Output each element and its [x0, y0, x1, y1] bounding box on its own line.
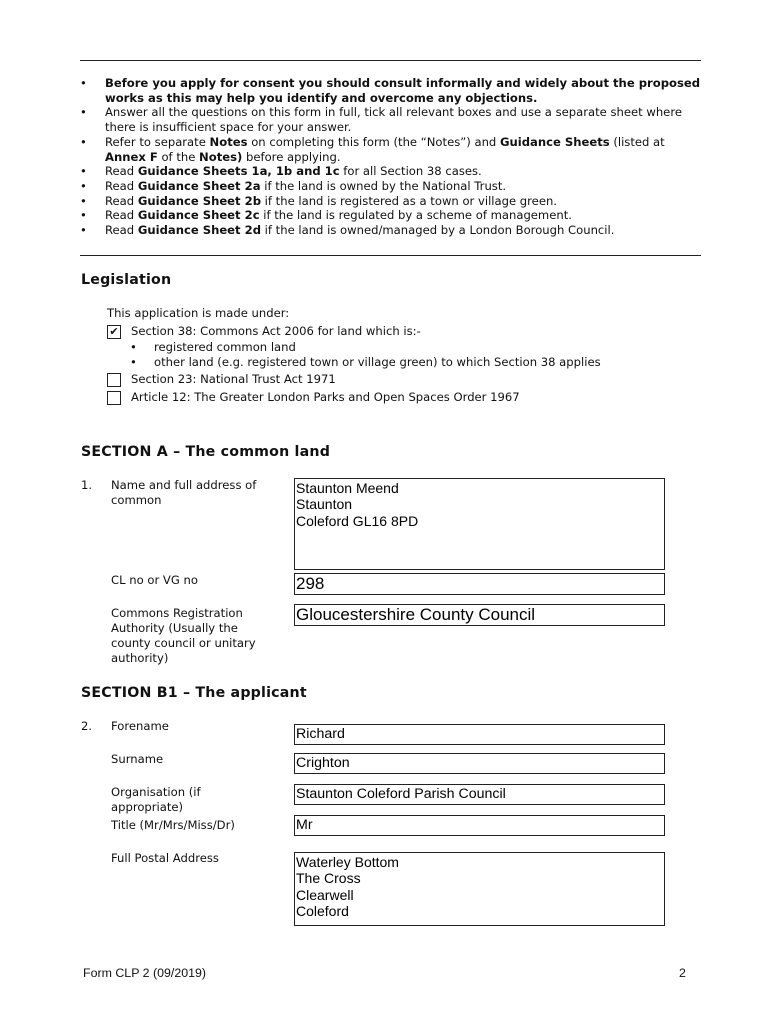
question-number-1: 1.: [81, 478, 93, 492]
top-rule: [80, 60, 701, 61]
text-span: Refer to separate: [105, 134, 210, 149]
section-38-sublist: [130, 340, 601, 370]
surname-field[interactable]: Crighton: [294, 753, 665, 774]
bold-text: Guidance Sheet 2c: [137, 208, 260, 223]
list-item: • other land (e.g. registered town or village green) to which Section 38 applies: [130, 355, 601, 370]
intro-bullet-list: [80, 76, 705, 238]
legislation-intro: This application is made under:: [107, 306, 290, 320]
bold-text: Notes): [199, 149, 243, 164]
bold-text: Before you apply for consent you should consult informally and widely about the proposed works as this may help you identify and overcome any objections.: [105, 76, 701, 105]
checkbox-section-38[interactable]: ✔: [107, 325, 121, 339]
legislation-rule: [80, 255, 701, 256]
bold-text: Annex F: [105, 149, 158, 164]
text-span: Read: [105, 208, 138, 223]
field-line: Coleford: [296, 902, 349, 919]
intro-bullet-item: [80, 194, 705, 209]
text-span: for all Section 38 cases.: [339, 164, 482, 179]
bold-text: Guidance Sheets 1a, 1b and 1c: [137, 164, 340, 179]
text-span: if the land is registered as a town or village green.: [261, 193, 557, 208]
field-line: Clearwell: [296, 886, 354, 903]
intro-bullet-item: [80, 76, 705, 105]
intro-bullet-item: [80, 105, 705, 134]
postal-address-field[interactable]: [294, 852, 665, 926]
bold-text: Guidance Sheet 2a: [137, 178, 261, 193]
option-section-38-label: Section 38: Commons Act 2006 for land which is:-: [131, 324, 421, 338]
option-section-38[interactable]: [107, 324, 421, 339]
organisation-label: Organisation (if appropriate): [111, 785, 201, 814]
text-span: Read: [105, 223, 138, 238]
text-span: Read: [105, 178, 138, 193]
common-name-label: Name and full address of common: [111, 478, 257, 507]
common-name-address-field[interactable]: [294, 478, 665, 570]
title-field[interactable]: Mr: [294, 815, 665, 836]
forename-label: Forename: [111, 719, 169, 733]
registration-authority-label: Commons Registration Authority (Usually the county council or unitary authority): [111, 606, 256, 665]
checkbox-section-23[interactable]: [107, 373, 121, 387]
bold-text: Guidance Sheet 2b: [137, 193, 261, 208]
intro-bullet-item: [80, 179, 705, 194]
text-span: Answer all the questions on this form in full, tick all relevant boxes and use a separate sheet where there is insufficient space for your answer.: [105, 105, 682, 135]
list-item: • registered common land: [130, 340, 601, 355]
field-line: Coleford GL16 8PD: [296, 512, 419, 529]
surname-label: Surname: [111, 752, 164, 766]
bold-text: Guidance Sheet 2d: [137, 223, 261, 238]
option-article-12-label: Article 12: The Greater London Parks and Open Spaces Order 1967: [131, 390, 520, 404]
option-section-23[interactable]: [107, 372, 336, 387]
registration-authority-field[interactable]: Gloucestershire County Council: [294, 604, 665, 626]
intro-bullet-item: [80, 208, 705, 223]
option-section-23-label: Section 23: National Trust Act 1971: [131, 372, 336, 386]
page-number: 2: [679, 966, 686, 980]
text-span: on completing this form (the “Notes”) and: [247, 134, 500, 149]
checkbox-article-12[interactable]: [107, 391, 121, 405]
text-span: (listed at: [609, 134, 665, 149]
form-reference: Form CLP 2 (09/2019): [83, 966, 207, 980]
text-span: Read: [105, 164, 138, 179]
intro-bullet-item: [80, 135, 705, 164]
section-b1-heading: SECTION B1 – The applicant: [81, 685, 307, 701]
cl-vg-number-field[interactable]: 298: [294, 573, 665, 595]
postal-address-label: Full Postal Address: [111, 851, 219, 865]
bold-text: Guidance Sheets: [499, 134, 610, 149]
text-span: of the: [157, 149, 200, 164]
field-line: Staunton: [296, 496, 353, 513]
intro-bullet-item: [80, 223, 705, 238]
text-span: before applying.: [242, 149, 341, 164]
organisation-field[interactable]: Staunton Coleford Parish Council: [294, 784, 665, 805]
text-span: if the land is owned/managed by a London Borough Council.: [261, 223, 615, 238]
section-a-heading: SECTION A – The common land: [81, 444, 331, 460]
legislation-heading: Legislation: [81, 272, 172, 288]
option-article-12[interactable]: [107, 390, 520, 405]
intro-bullet-item: [80, 164, 705, 179]
forename-field[interactable]: Richard: [294, 724, 665, 745]
question-number-2: 2.: [81, 719, 93, 733]
text-span: if the land is owned by the National Trust.: [260, 178, 507, 193]
field-line: Waterley Bottom: [296, 854, 399, 870]
text-span: if the land is regulated by a scheme of management.: [259, 208, 572, 223]
cl-vg-label: CL no or VG no: [111, 573, 198, 587]
field-line: The Cross: [296, 870, 361, 887]
bold-text: Notes: [209, 134, 248, 149]
field-line: Staunton Meend: [296, 480, 399, 496]
text-span: Read: [105, 193, 138, 208]
title-label: Title (Mr/Mrs/Miss/Dr): [111, 818, 235, 832]
